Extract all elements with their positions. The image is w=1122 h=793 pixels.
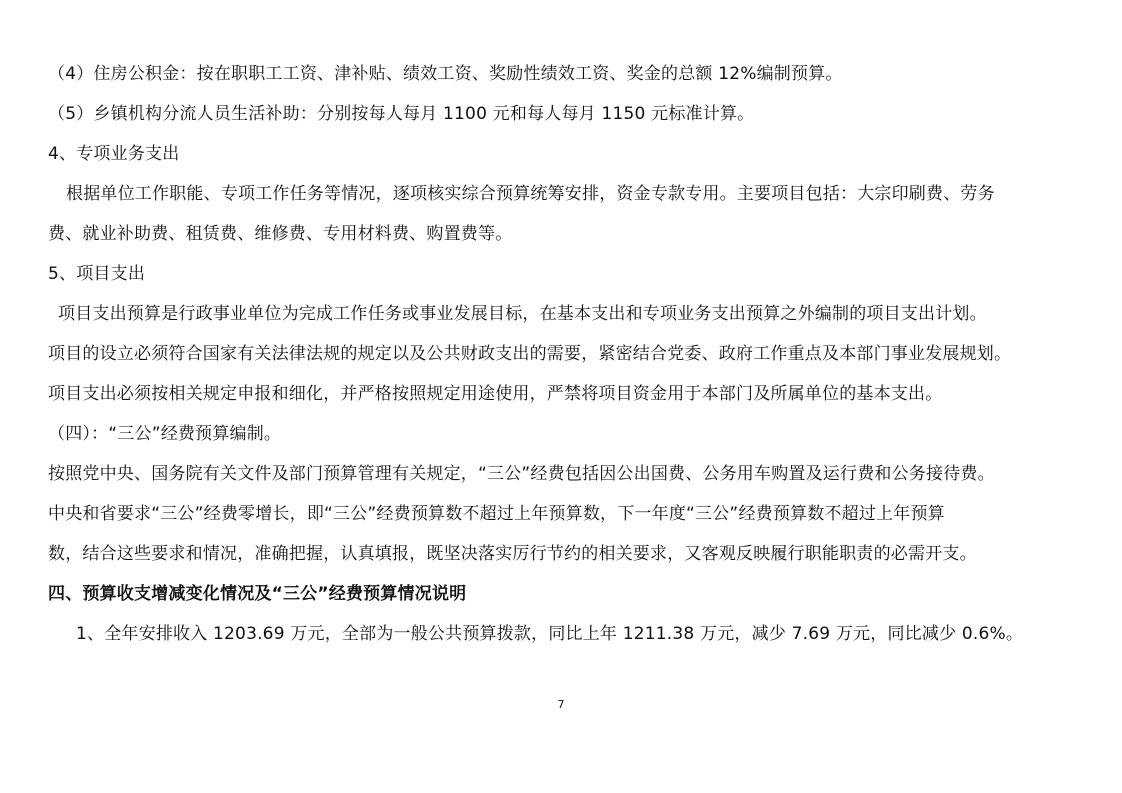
paragraph-three-public-line-3: 数，结合这些要求和情况，准确把握，认真填报，既坚决落实厉行节约的相关要求，又客观反映履行职能职责的必需开支。 [48, 544, 977, 564]
paragraph-township-subsidy: （5）乡镇机构分流人员生活补助：分别按每人每月 1100 元和每人每月 1150 元标准计算。 [48, 104, 755, 124]
paragraph-project-line-1: 项目支出预算是行政事业单位为完成工作任务或事业发展目标，在基本支出和专项业务支出预算之外编制的项目支出计划。 [58, 304, 987, 324]
paragraph-project-line-3: 项目支出必须按相关规定申报和细化，并严格按照规定用途使用，严禁将项目资金用于本部门及所属单位的基本支出。 [48, 384, 943, 404]
paragraph-annual-income: 1、全年安排收入 1203.69 万元，全部为一般公共预算拨款，同比上年 1211.38 万元，减少 7.69 万元，同比减少 0.6%。 [76, 624, 1024, 644]
paragraph-project-line-2: 项目的设立必须符合国家有关法律法规的规定以及公共财政支出的需要，紧密结合党委、政府工作重点及本部门事业发展规划。 [48, 344, 1012, 364]
paragraph-special-business-line-1: 根据单位工作职能、专项工作任务等情况，逐项核实综合预算统筹安排，资金专款专用。主要项目包括：大宗印刷费、劳务 [66, 184, 995, 204]
section-heading-budget-changes: 四、预算收支增减变化情况及“三公”经费预算情况说明 [48, 584, 467, 604]
paragraph-special-business-line-2: 费、就业补助费、租赁费、维修费、专用材料费、购置费等。 [48, 224, 513, 244]
heading-project-expenditure: 5、项目支出 [48, 264, 146, 284]
heading-special-business-expenditure: 4、专项业务支出 [48, 144, 180, 164]
paragraph-three-public-line-2: 中央和省要求“三公”经费零增长，即“三公”经费预算数不超过上年预算数，下一年度“三公”经费预算数不超过上年预算 [48, 504, 945, 524]
page-number: 7 [557, 698, 565, 711]
heading-three-public-budget: （四）：“三公”经费预算编制。 [48, 424, 282, 444]
paragraph-three-public-line-1: 按照党中央、国务院有关文件及部门预算管理有关规定，“三公”经费包括因公出国费、公务用车购置及运行费和公务接待费。 [48, 464, 995, 484]
paragraph-housing-fund: （4）住房公积金：按在职职工工资、津补贴、绩效工资、奖励性绩效工资、奖金的总额 12%编制预算。 [48, 64, 843, 84]
